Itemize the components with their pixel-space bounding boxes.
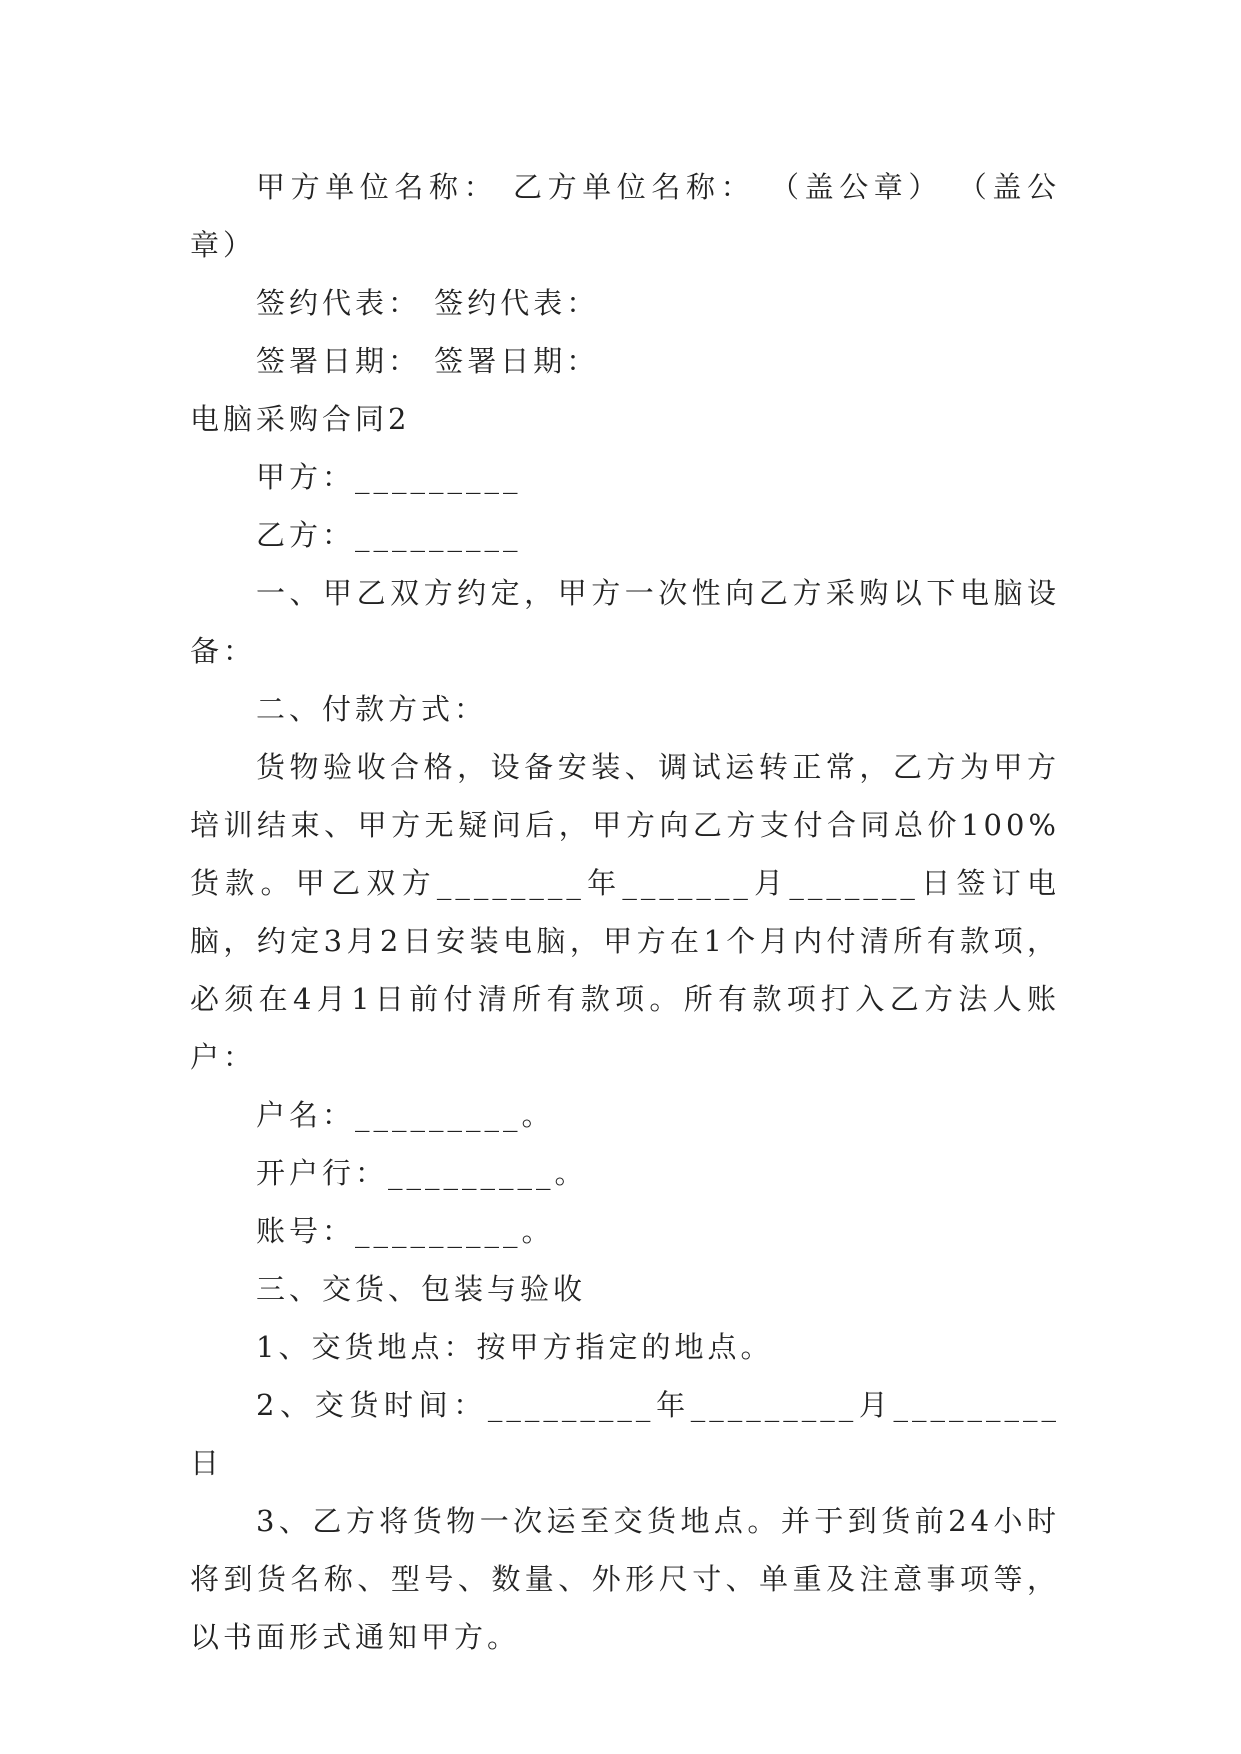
signature-dates: 签署日期： 签署日期： [256, 344, 600, 378]
clause-one: 一、甲乙双方约定，甲方一次性向乙方采购以下电脑设备： [190, 576, 1060, 668]
document-body [190, 158, 1060, 1666]
delivery-time-item: 2、交货时间：_________年_________月_________日 [190, 1388, 1060, 1480]
account-name-line: 户名：_________。 [256, 1098, 555, 1132]
party-a-line: 甲方：_________ [256, 460, 522, 494]
signature-representatives: 签约代表： 签约代表： [256, 286, 600, 320]
clause-three-heading: 三、交货、包装与验收 [256, 1272, 587, 1306]
delivery-notice-item: 3、乙方将货物一次运至交货地点。并于到货前24小时将到货名称、型号、数量、外形尺寸、单重及注意事项等，以书面形式通知甲方。 [190, 1504, 1060, 1654]
bank-line: 开户行：_________。 [256, 1156, 588, 1190]
clause-two-heading: 二、付款方式： [256, 692, 488, 726]
payment-terms-paragraph: 货物验收合格，设备安装、调试运转正常，乙方为甲方培训结束、甲方无疑问后，甲方向乙方支付合同总价100%货款。甲乙双方________年_______月_______日签订电脑，约定3月2日安装电脑，甲方在1个月内付清所有款项，必须在4月1日前付清所有款项。所有款项打入乙方法人账户： [190, 750, 1060, 1074]
account-number-line: 账号：_________。 [256, 1214, 555, 1248]
contract-title: 电脑采购合同2 [190, 402, 411, 436]
delivery-location-item: 1、交货地点：按甲方指定的地点。 [256, 1330, 774, 1364]
signature-party-names: 甲方单位名称： 乙方单位名称： （盖公章） （盖公章） [190, 170, 1060, 262]
party-b-line: 乙方：_________ [256, 518, 522, 552]
